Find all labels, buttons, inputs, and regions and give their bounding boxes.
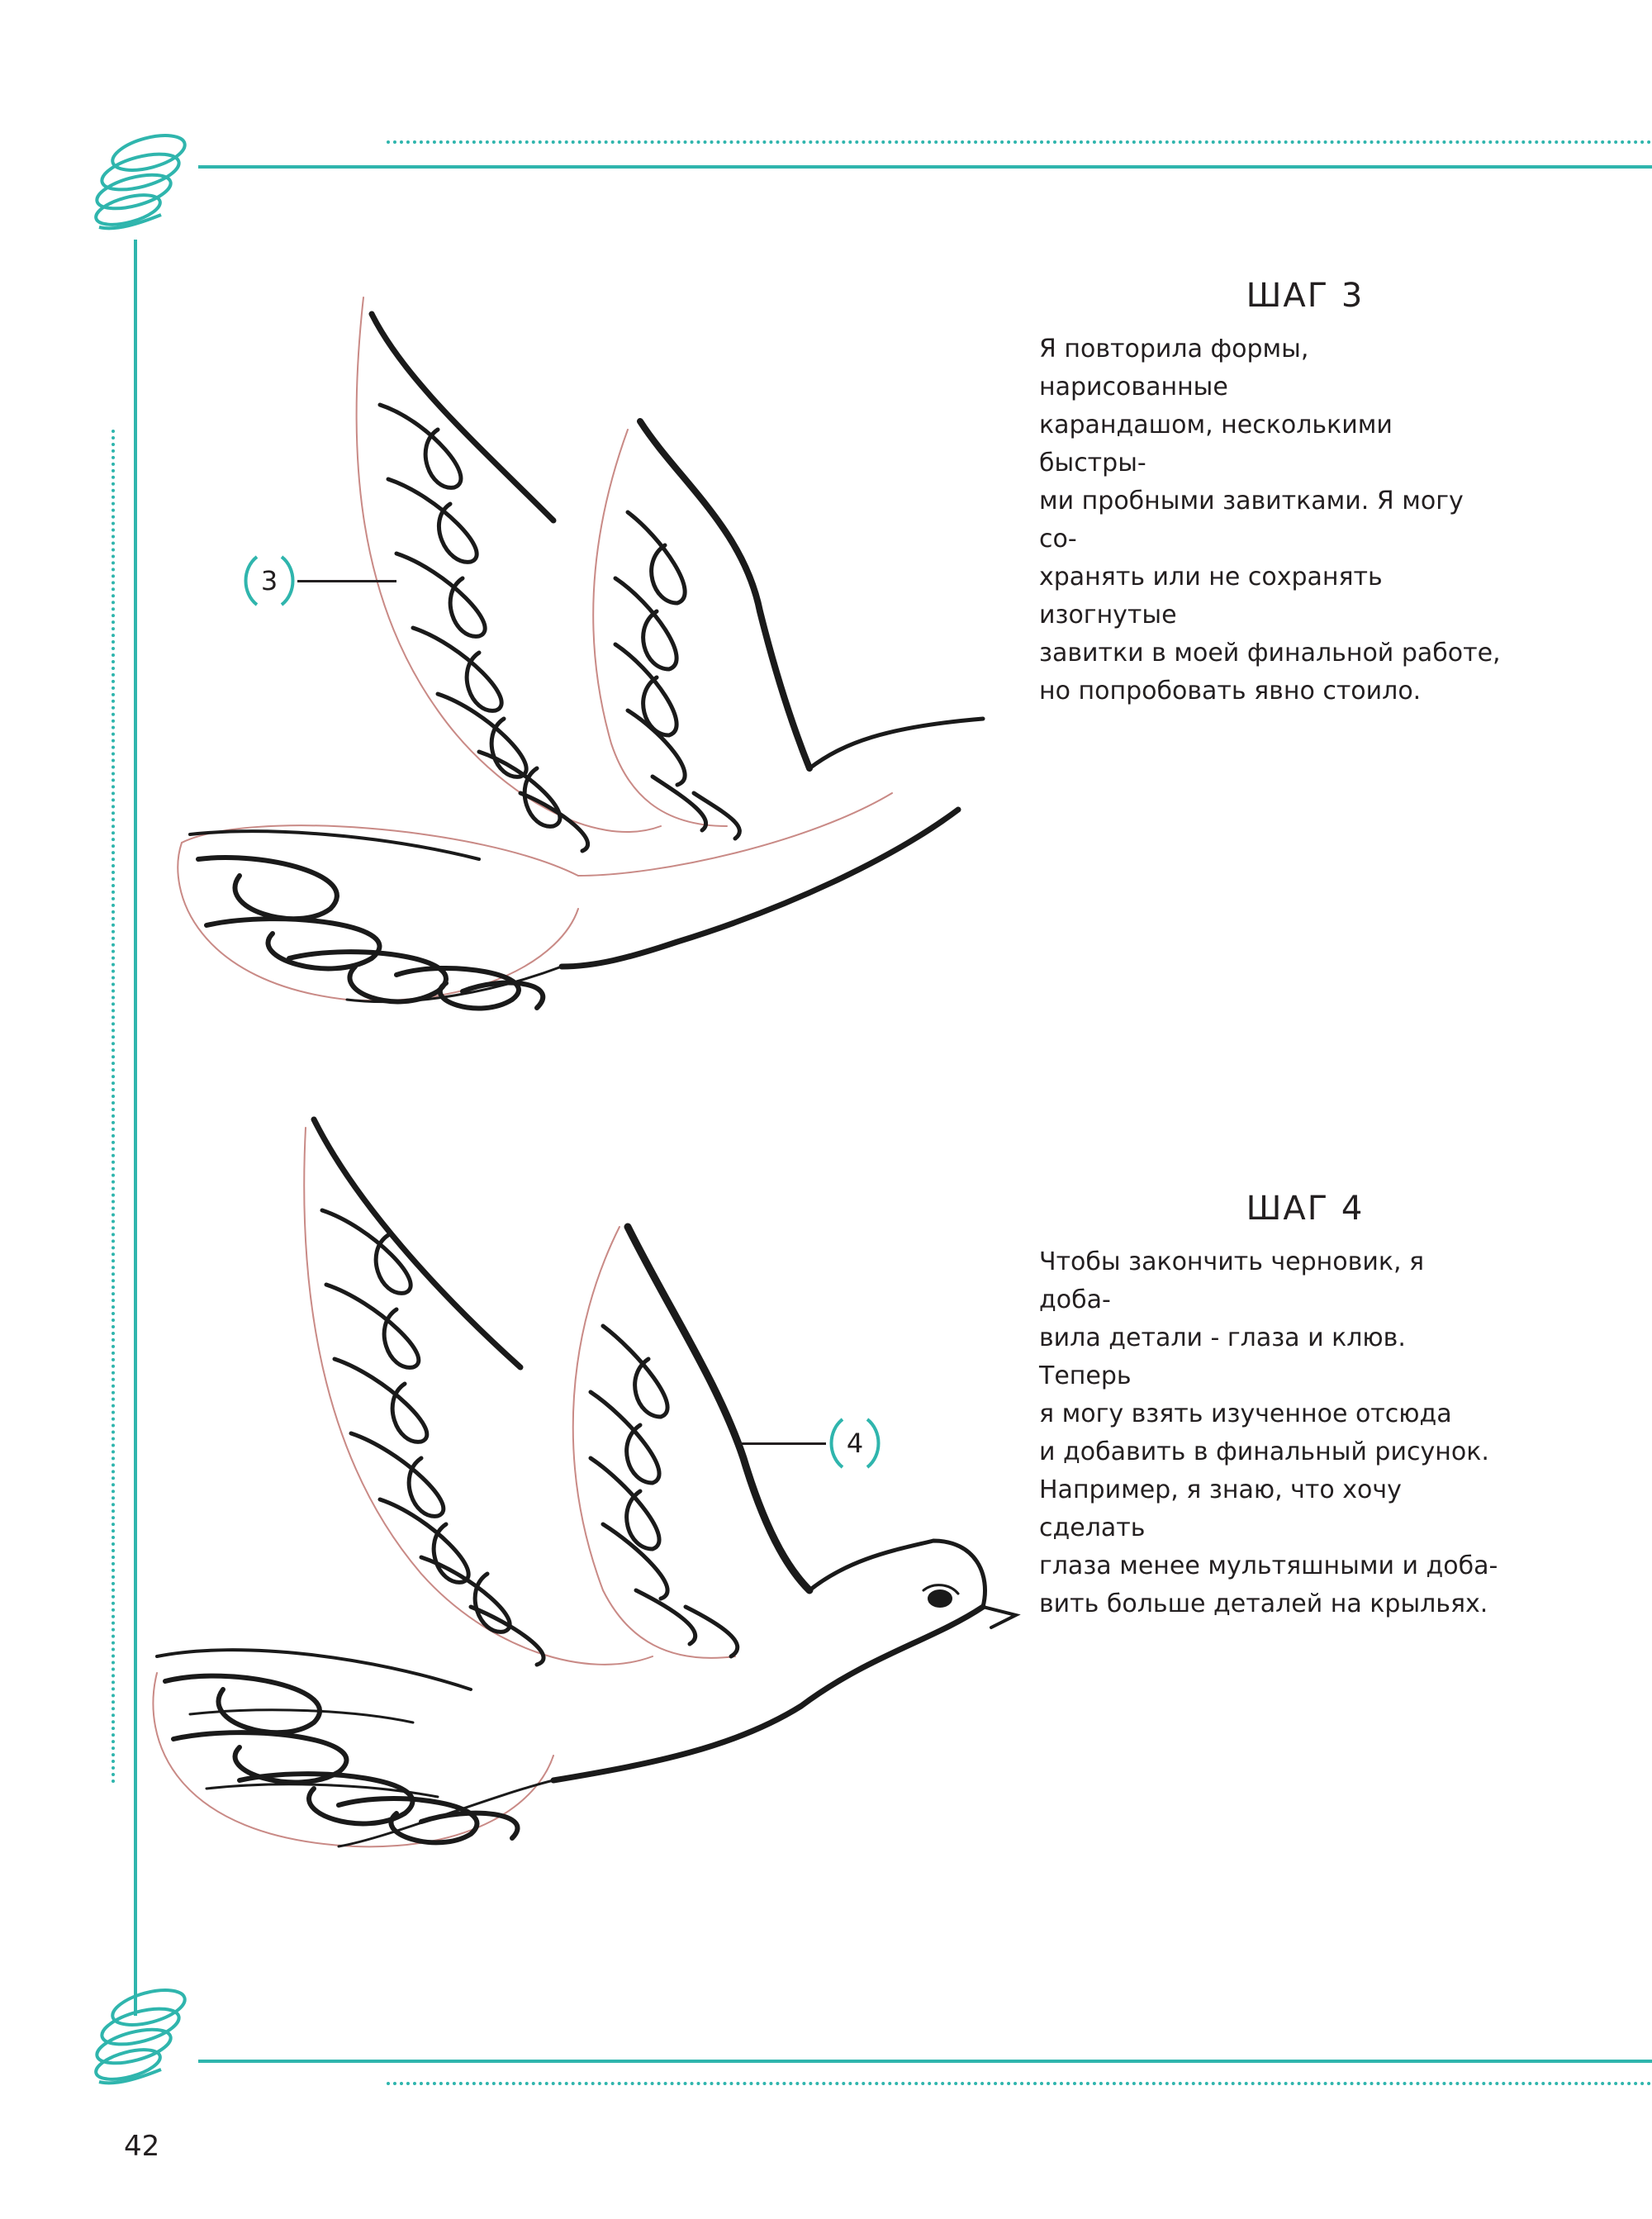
step-4-callout [828, 1416, 882, 1471]
step-3-callout [242, 554, 297, 608]
frame-top-line [198, 165, 1652, 169]
frame-top-dots [387, 140, 1652, 144]
step-3-heading: ШАГ 3 [1246, 277, 1365, 315]
step-3-leader-line [297, 580, 396, 582]
frame-left-dots [112, 430, 115, 1784]
step-3-callout-number: 3 [260, 565, 278, 596]
swirl-ornament-bottom-icon [83, 1979, 198, 2094]
dove-sketch-step-4 [140, 1111, 1032, 1896]
step-4-leader-line [739, 1442, 826, 1445]
dove-sketch-step-3 [165, 281, 1008, 1074]
step-3-text: Я повторила формы, нарисованные карандашом, несколькими быстры- ми пробными завитками. Я могу со- хранять или не сохранять изогнутые завитки в моей финальной работе, но попробовать явно стоило. [1039, 335, 1501, 706]
frame-left-line [134, 240, 137, 2016]
frame-bottom-dots [387, 2082, 1652, 2085]
step-4-text: Чтобы закончить черновик, я доба- вила детали - глаза и клюв. Теперь я могу взять изученное отсюда и добавить в финальный рисунок. Например, я знаю, что хочу сделать глаза менее мультяшными и доба- вить больше деталей на крыльях. [1039, 1247, 1498, 1618]
swirl-ornament-top-icon [83, 124, 198, 240]
frame-bottom-line [198, 2060, 1652, 2063]
page-number: 42 [124, 2130, 160, 2163]
step-4-heading: ШАГ 4 [1246, 1190, 1365, 1228]
step-4-callout-number: 4 [846, 1428, 864, 1459]
